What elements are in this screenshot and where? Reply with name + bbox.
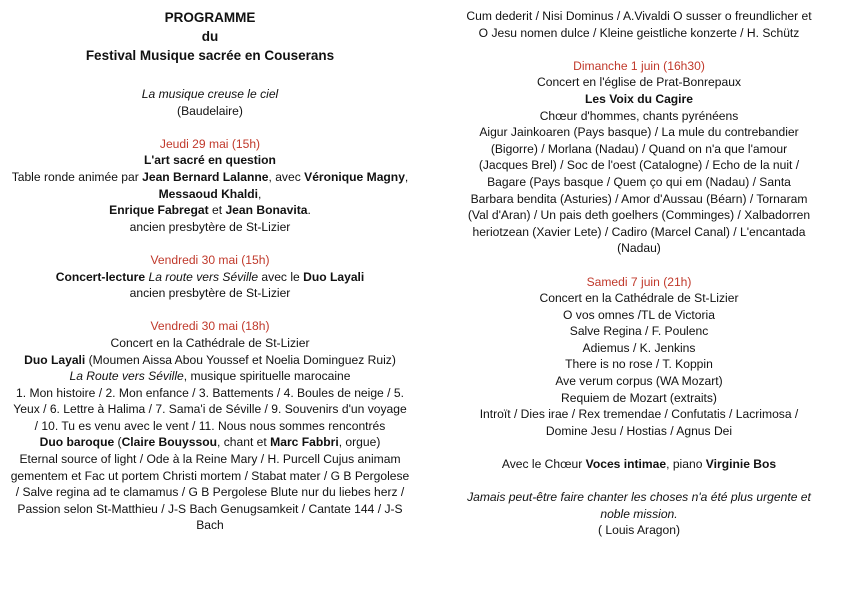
- event-place: Concert en la Cathédrale de St-Lizier: [539, 291, 739, 306]
- closing-quote: Jamais peut-être faire chanter les choses n'a été plus urgente et noble mission.: [467, 490, 811, 521]
- program-item: O vos omnes /TL de Victoria: [563, 307, 715, 322]
- program-item: Adiemus / K. Jenkins: [582, 340, 696, 355]
- event-date: Vendredi 30 mai (15h): [150, 252, 270, 267]
- left-column: [10, 8, 410, 534]
- right-column: [466, 8, 812, 539]
- event-title: Concert-lecture La route vers Séville avec le Duo Layali: [55, 269, 365, 284]
- program-item: There is no rose / T. Koppin: [565, 357, 713, 372]
- event-place: Concert en l'église de Prat-Bonrepaux: [537, 75, 741, 90]
- epigraph-quote: La musique creuse le ciel: [141, 87, 279, 101]
- program-item: Ave verum corpus (WA Mozart): [555, 374, 723, 389]
- event-title: L'art sacré en question: [144, 153, 276, 168]
- program-list: 1. Mon histoire / 2. Mon enfance / 3. Battements / 4. Boules de neige / 5. Yeux / 6. Lettre à Halima / 7. Sama'i de Séville / 9. Souvenirs d'un voyage / 10. Tu es venu avec le vent / 11. Nous nous sommes rencontrés: [13, 385, 407, 433]
- performer-line: Duo baroque (Claire Bouyssou, chant et Marc Fabbri, orgue): [39, 435, 381, 450]
- event-date: Jeudi 29 mai (15h): [159, 136, 261, 151]
- closing-author: ( Louis Aragon): [597, 523, 681, 538]
- program-item: Salve Regina / F. Poulenc: [569, 324, 709, 339]
- event-description: Chœur d'hommes, chants pyrénéens: [539, 108, 739, 123]
- event-description: Table ronde animée par Jean Bernard Lalanne, avec Véronique Magny, Messaoud Khaldi, Enrique Fabregat et Jean Bonavita.: [11, 169, 409, 218]
- programme-title: PROGRAMME du Festival Musique sacrée en Couserans: [85, 10, 335, 63]
- performer-line: Avec le Chœur Voces intimae, piano Virginie Bos: [501, 457, 777, 472]
- program-list: Aigur Jainkoaren (Pays basque) / La mule du contrebandier (Bigorre) / Morlana (Nadau) / Quand on n'a que l'amour (Jacques Brel) / Soc de l'oest (Catalogne) / Echo de la nuit / Bagare (Pays basque / Quem ço qui em (Nadau) / Santa Barbara bendita (Asturies) / Amor d'Aussau (Béarn) / Tornaram (Val d'Aran) / Un pais deth goelhers (Comminges) / Xalbadorren heriotzean (Xavier Lete) / Cadiro (Marcel Canal) / L'encantada (Nadau): [467, 125, 811, 256]
- program-subtitle: La Route vers Séville, musique spirituelle marocaine: [69, 369, 351, 384]
- event-place: Concert en la Cathédrale de St-Lizier: [110, 335, 310, 350]
- event-date: Vendredi 30 mai (18h): [150, 319, 270, 334]
- performer-line: Duo Layali (Moumen Aissa Abou Youssef et Noelia Dominguez Ruiz): [24, 352, 396, 367]
- program-list: Cum dederit / Nisi Dominus / A.Vivaldi O susser o freundlicher et O Jesu nomen dulce / Kleine geistliche konzerte / H. Schütz: [466, 9, 812, 40]
- program-item: Introït / Dies irae / Rex tremendae / Confutatis / Lacrimosa / Domine Jesu / Hostias / Agnus Dei: [479, 407, 799, 438]
- event-date: Dimanche 1 juin (16h30): [573, 58, 705, 73]
- epigraph-author: (Baudelaire): [177, 103, 243, 118]
- event-title: Les Voix du Cagire: [585, 91, 693, 106]
- event-place: ancien presbytère de St-Lizier: [129, 286, 291, 301]
- event-place: ancien presbytère de St-Lizier: [129, 219, 291, 234]
- program-item: Requiem de Mozart (extraits): [561, 390, 717, 405]
- program-list: Eternal source of light / Ode à la Reine Mary / H. Purcell Cujus animam gementem et Fac ut portem Christi mortem / Stabat mater / G B Pergolese / Salve regina ad te clamamus / G B Pergolese Blute nur du liebes herz / Passion selon St-Matthieu / J-S Bach Genugsamkeit / Cantate 144 / J-S Bach: [10, 452, 410, 533]
- event-date: Samedi 7 juin (21h): [586, 274, 692, 289]
